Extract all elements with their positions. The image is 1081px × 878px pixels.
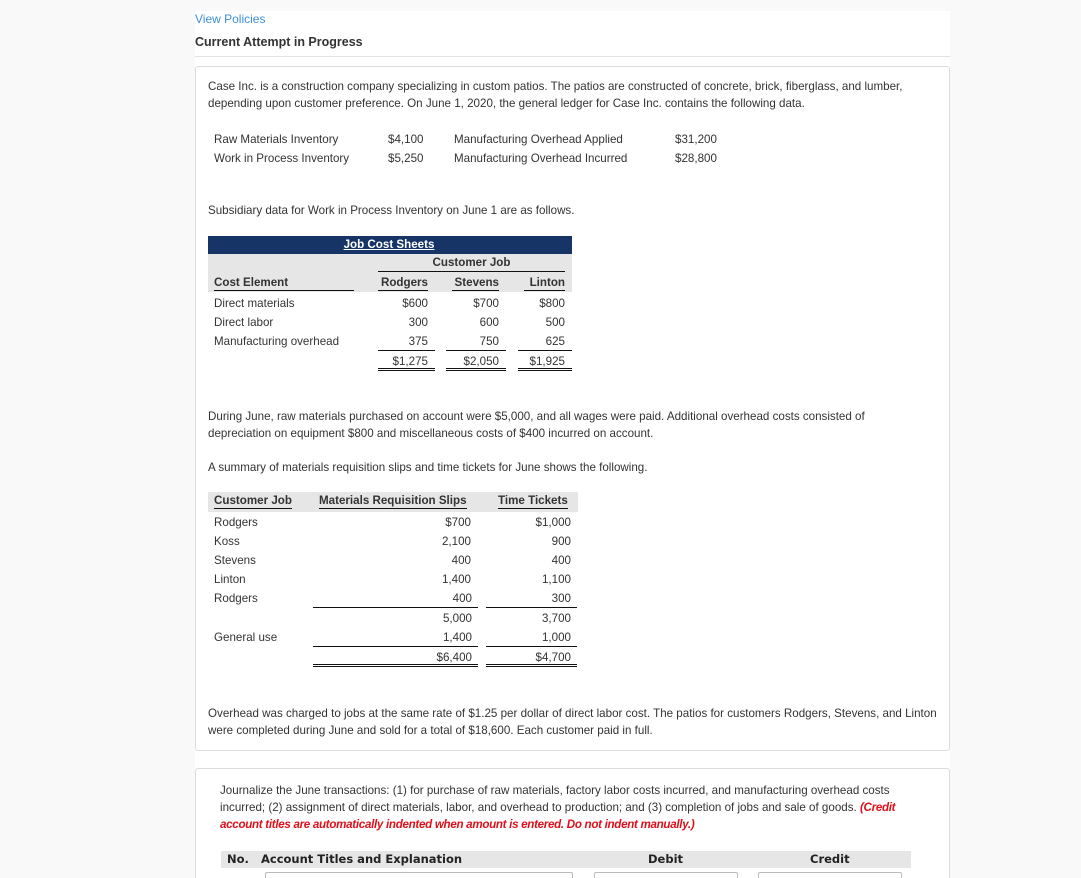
cost-row-label: Direct materials [214, 297, 295, 310]
cost-cell: $800 [539, 297, 565, 310]
col-materials-requisition: Materials Requisition Slips [319, 494, 467, 507]
ledger-row [214, 130, 735, 149]
req-time: 900 [551, 535, 571, 548]
journal-instructions-text: Journalize the June transactions: (1) for purchase of raw materials, factory labor costs incurred, and manufacturing overhead costs incurred; (2) assignment of direct materials, labor, and overhead to production; and (3) completion of jobs and sale of goods. [220, 784, 890, 814]
cost-row-label: Manufacturing overhead [214, 335, 340, 348]
overhead-paragraph: Overhead was charged to jobs at the same rate of $1.25 per dollar of direct labor cost. The patios for customers Rodgers, Stevens, and Linton were completed during June and sold for a total of $18,600. Each customer paid in full. [208, 707, 937, 737]
req-job: Rodgers [214, 516, 258, 529]
job-cost-sheets-table [208, 236, 572, 292]
req-materials-total: $6,400 [313, 648, 478, 667]
cost-total: $1,925 [518, 352, 572, 371]
credit-input[interactable] [758, 872, 902, 878]
subsidiary-intro: Subsidiary data for Work in Process Inventory on June 1 are as follows. [208, 204, 575, 217]
ledger-row [214, 149, 735, 168]
req-job: Stevens [214, 554, 256, 567]
journal-instructions [220, 782, 920, 833]
account-title-input[interactable] [265, 872, 573, 878]
req-materials-subtotal: 5,000 [442, 612, 472, 625]
cost-cell: 750 [446, 332, 506, 351]
general-ledger-table [214, 130, 735, 168]
req-time-total: $4,700 [486, 648, 577, 667]
attempt-status-title: Current Attempt in Progress [195, 35, 363, 49]
col-account-titles: Account Titles and Explanation [261, 852, 463, 866]
journal-entry-section [195, 768, 950, 878]
req-time: $1,000 [535, 516, 571, 529]
ledger-value: $4,100 [388, 133, 424, 146]
cost-cell: 625 [518, 332, 572, 351]
cost-total: $2,050 [446, 352, 506, 371]
req-time: 1,100 [541, 573, 571, 586]
ledger-value: $5,250 [388, 152, 424, 165]
problem-statement [195, 66, 950, 751]
col-cost-element: Cost Element [214, 275, 354, 291]
assignment-page [195, 11, 950, 878]
cost-cell: $600 [402, 297, 428, 310]
req-job: Koss [214, 535, 240, 548]
req-time: 400 [551, 554, 571, 567]
req-materials: 400 [451, 554, 471, 567]
col-no: No. [227, 852, 249, 866]
cost-cell: 375 [378, 332, 435, 351]
col-time-tickets: Time Tickets [498, 494, 568, 507]
req-materials: 1,400 [313, 628, 478, 647]
attempt-header [195, 11, 950, 57]
req-job: Rodgers [214, 592, 258, 605]
ledger-value: $31,200 [675, 133, 717, 146]
col-credit: Credit [810, 852, 850, 866]
req-materials: $700 [445, 516, 471, 529]
col-stevens: Stevens [452, 275, 499, 291]
req-time: 300 [486, 589, 577, 608]
cost-cell: 600 [479, 316, 499, 329]
ledger-label: Manufacturing Overhead Incurred [454, 152, 628, 165]
journal-note: (Credit account titles are automatically indented when amount is entered. Do not indent manually.) [220, 801, 896, 831]
req-time: 1,000 [486, 628, 577, 647]
job-cost-sheets-header [208, 254, 572, 292]
req-time-subtotal: 3,700 [541, 612, 571, 625]
ledger-label: Raw Materials Inventory [214, 133, 339, 146]
req-materials: 400 [313, 589, 478, 608]
col-linton: Linton [524, 275, 565, 291]
ledger-label: Work in Process Inventory [214, 152, 350, 165]
req-materials: 2,100 [441, 535, 471, 548]
col-rodgers: Rodgers [378, 275, 428, 291]
cost-cell: $700 [473, 297, 499, 310]
col-debit: Debit [648, 852, 684, 866]
june-paragraph: During June, raw materials purchased on account were $5,000, and all wages were paid. Additional overhead costs consisted of depreciation on equipment $800 and miscellaneous costs of $400 incurred on account. [208, 410, 865, 440]
job-cost-sheets-title-text: Job Cost Sheets [343, 238, 435, 251]
req-job: Linton [214, 573, 246, 586]
summary-intro: A summary of materials requisition slips and time tickets for June shows the following. [208, 461, 648, 474]
view-policies-link[interactable]: View Policies [195, 12, 266, 26]
req-job-general-use: General use [214, 631, 278, 644]
journal-table-header [221, 851, 911, 868]
req-materials: 1,400 [441, 573, 471, 586]
ledger-label: Manufacturing Overhead Applied [454, 133, 623, 146]
customer-job-group-header: Customer Job [378, 255, 565, 272]
col-customer-job: Customer Job [214, 494, 292, 507]
ledger-value: $28,800 [675, 152, 717, 165]
cost-row-label: Direct labor [214, 316, 274, 329]
cost-total: $1,275 [378, 352, 435, 371]
cost-cell: 500 [545, 316, 565, 329]
job-cost-sheets-title [208, 236, 572, 254]
debit-input[interactable] [594, 872, 738, 878]
intro-paragraph: Case Inc. is a construction company specializing in custom patios. The patios are constructed of concrete, brick, fiberglass, and lumber, depending upon customer preference. On June 1, 2020, the general ledger for Case Inc. contains the following data. [208, 80, 903, 110]
cost-cell: 300 [408, 316, 428, 329]
